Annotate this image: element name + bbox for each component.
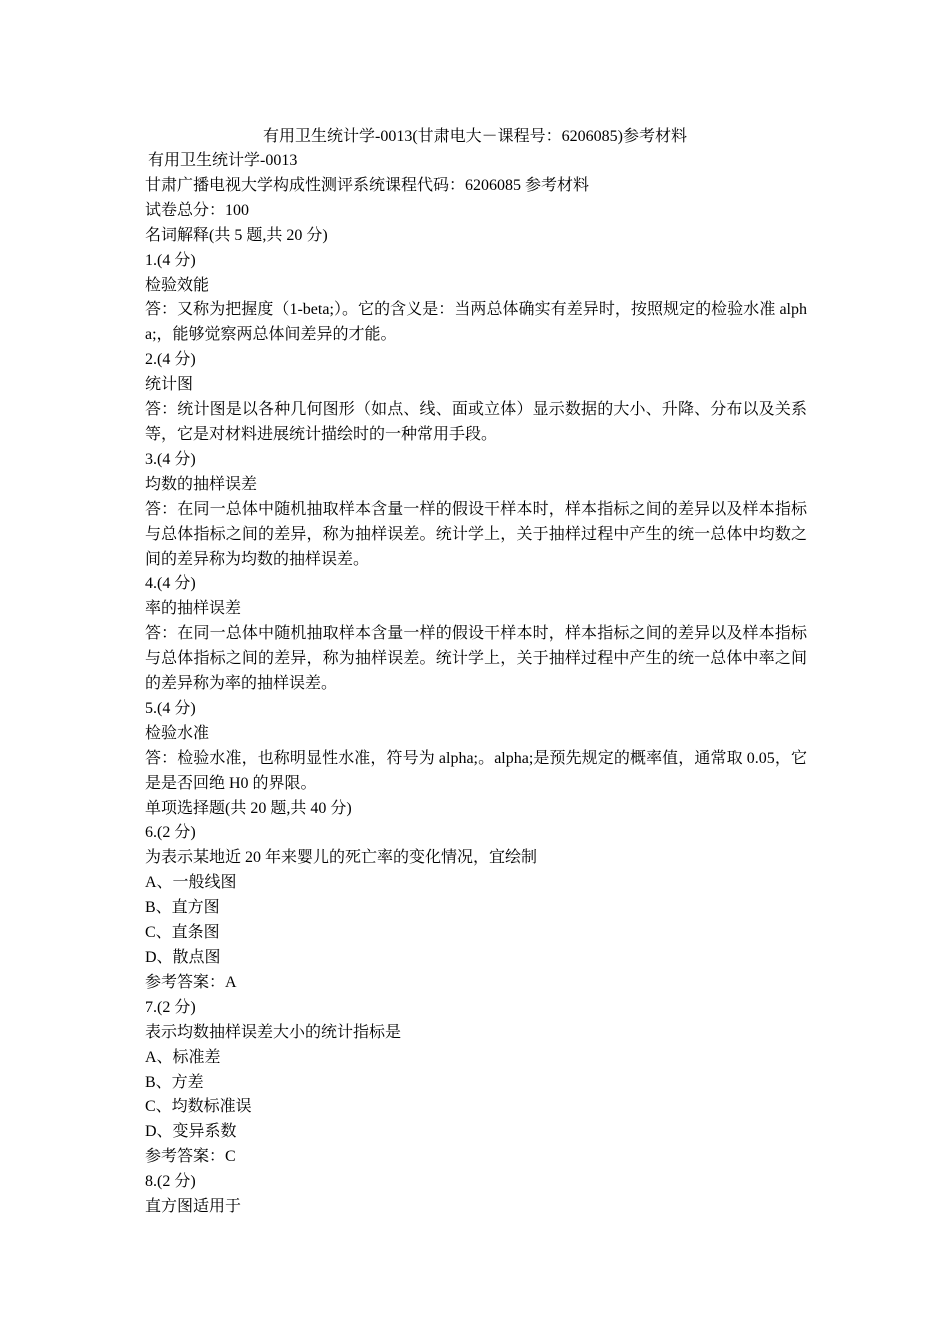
option-b: B、直方图 [145,899,220,917]
question-term: 均数的抽样误差 [145,475,258,493]
option-c: C、直条图 [145,924,220,942]
question-term: 检验效能 [145,276,210,294]
section-heading-single-choice: 单项选择题(共 20 题,共 40 分) [145,799,352,817]
option-a: A、标准差 [145,1048,221,1066]
question-term: 率的抽样误差 [145,600,242,618]
option-d: D、变异系数 [145,1123,237,1141]
question-number: 3.(4 分) [145,450,196,468]
answer-text: 答：在同一总体中随机抽取样本含量一样的假设干样本时，样本指标之间的差异以及样本指标与总体指标之间的差异，称为抽样误差。统计学上，关于抽样过程中产生的统一总体中率之间的差异称为率的抽样误差。 [145,625,807,693]
answer-text: 答：统计图是以各种几何图形（如点、线、面或立体）显示数据的大小、升降、分布以及关系等，它是对材料进展统计描绘时的一种常用手段。 [145,401,807,443]
question-number: 2.(4 分) [145,351,196,369]
answer-text: 答：检验水准，也称明显性水准，符号为 alpha;。alpha;是预先规定的概率值，通常取 0.05，它是是否回绝 H0 的界限。 [145,749,807,792]
question-text: 直方图适用于 [145,1198,242,1216]
question-text: 表示均数抽样误差大小的统计指标是 [145,1023,402,1041]
question-text: 为表示某地近 20 年来婴儿的死亡率的变化情况，宜绘制 [145,849,538,867]
answer-text: 答：在同一总体中随机抽取样本含量一样的假设干样本时，样本指标之间的差异以及样本指标与总体指标之间的差异，称为抽样误差。统计学上，关于抽样过程中产生的统一总体中均数之间的差异称为均数的抽样误差。 [145,500,807,568]
option-a: A、一般线图 [145,874,237,892]
question-number: 6.(2 分) [145,824,196,842]
option-b: B、方差 [145,1073,204,1091]
question-number: 4.(4 分) [145,575,196,593]
document-title: 有用卫生统计学-0013(甘肃电大－课程号：6206085)参考材料 [263,128,687,145]
institution-line: 甘肃广播电视大学构成性测评系统课程代码：6206085 参考材料 [145,176,590,194]
document-body [145,149,807,1220]
question-number: 5.(4 分) [145,699,196,717]
question-number: 1.(4 分) [145,251,196,269]
section-heading-definitions: 名词解释(共 5 题,共 20 分) [145,226,328,244]
question-number: 7.(2 分) [145,998,196,1016]
total-score: 试卷总分：100 [145,201,250,219]
reference-answer: 参考答案：A [145,973,237,991]
option-d: D、散点图 [145,949,221,966]
question-term: 检验水准 [145,724,210,742]
document-subtitle: 有用卫生统计学-0013 [148,152,298,169]
question-term: 统计图 [145,376,194,394]
answer-text: 答：又称为把握度（1-beta;）。它的含义是：当两总体确实有差异时，按照规定的检验水准 alpha;，能够觉察两总体间差异的才能。 [145,301,807,344]
reference-answer: 参考答案：C [145,1148,236,1166]
option-c: C、均数标准误 [145,1098,252,1116]
question-number: 8.(2 分) [145,1173,196,1191]
